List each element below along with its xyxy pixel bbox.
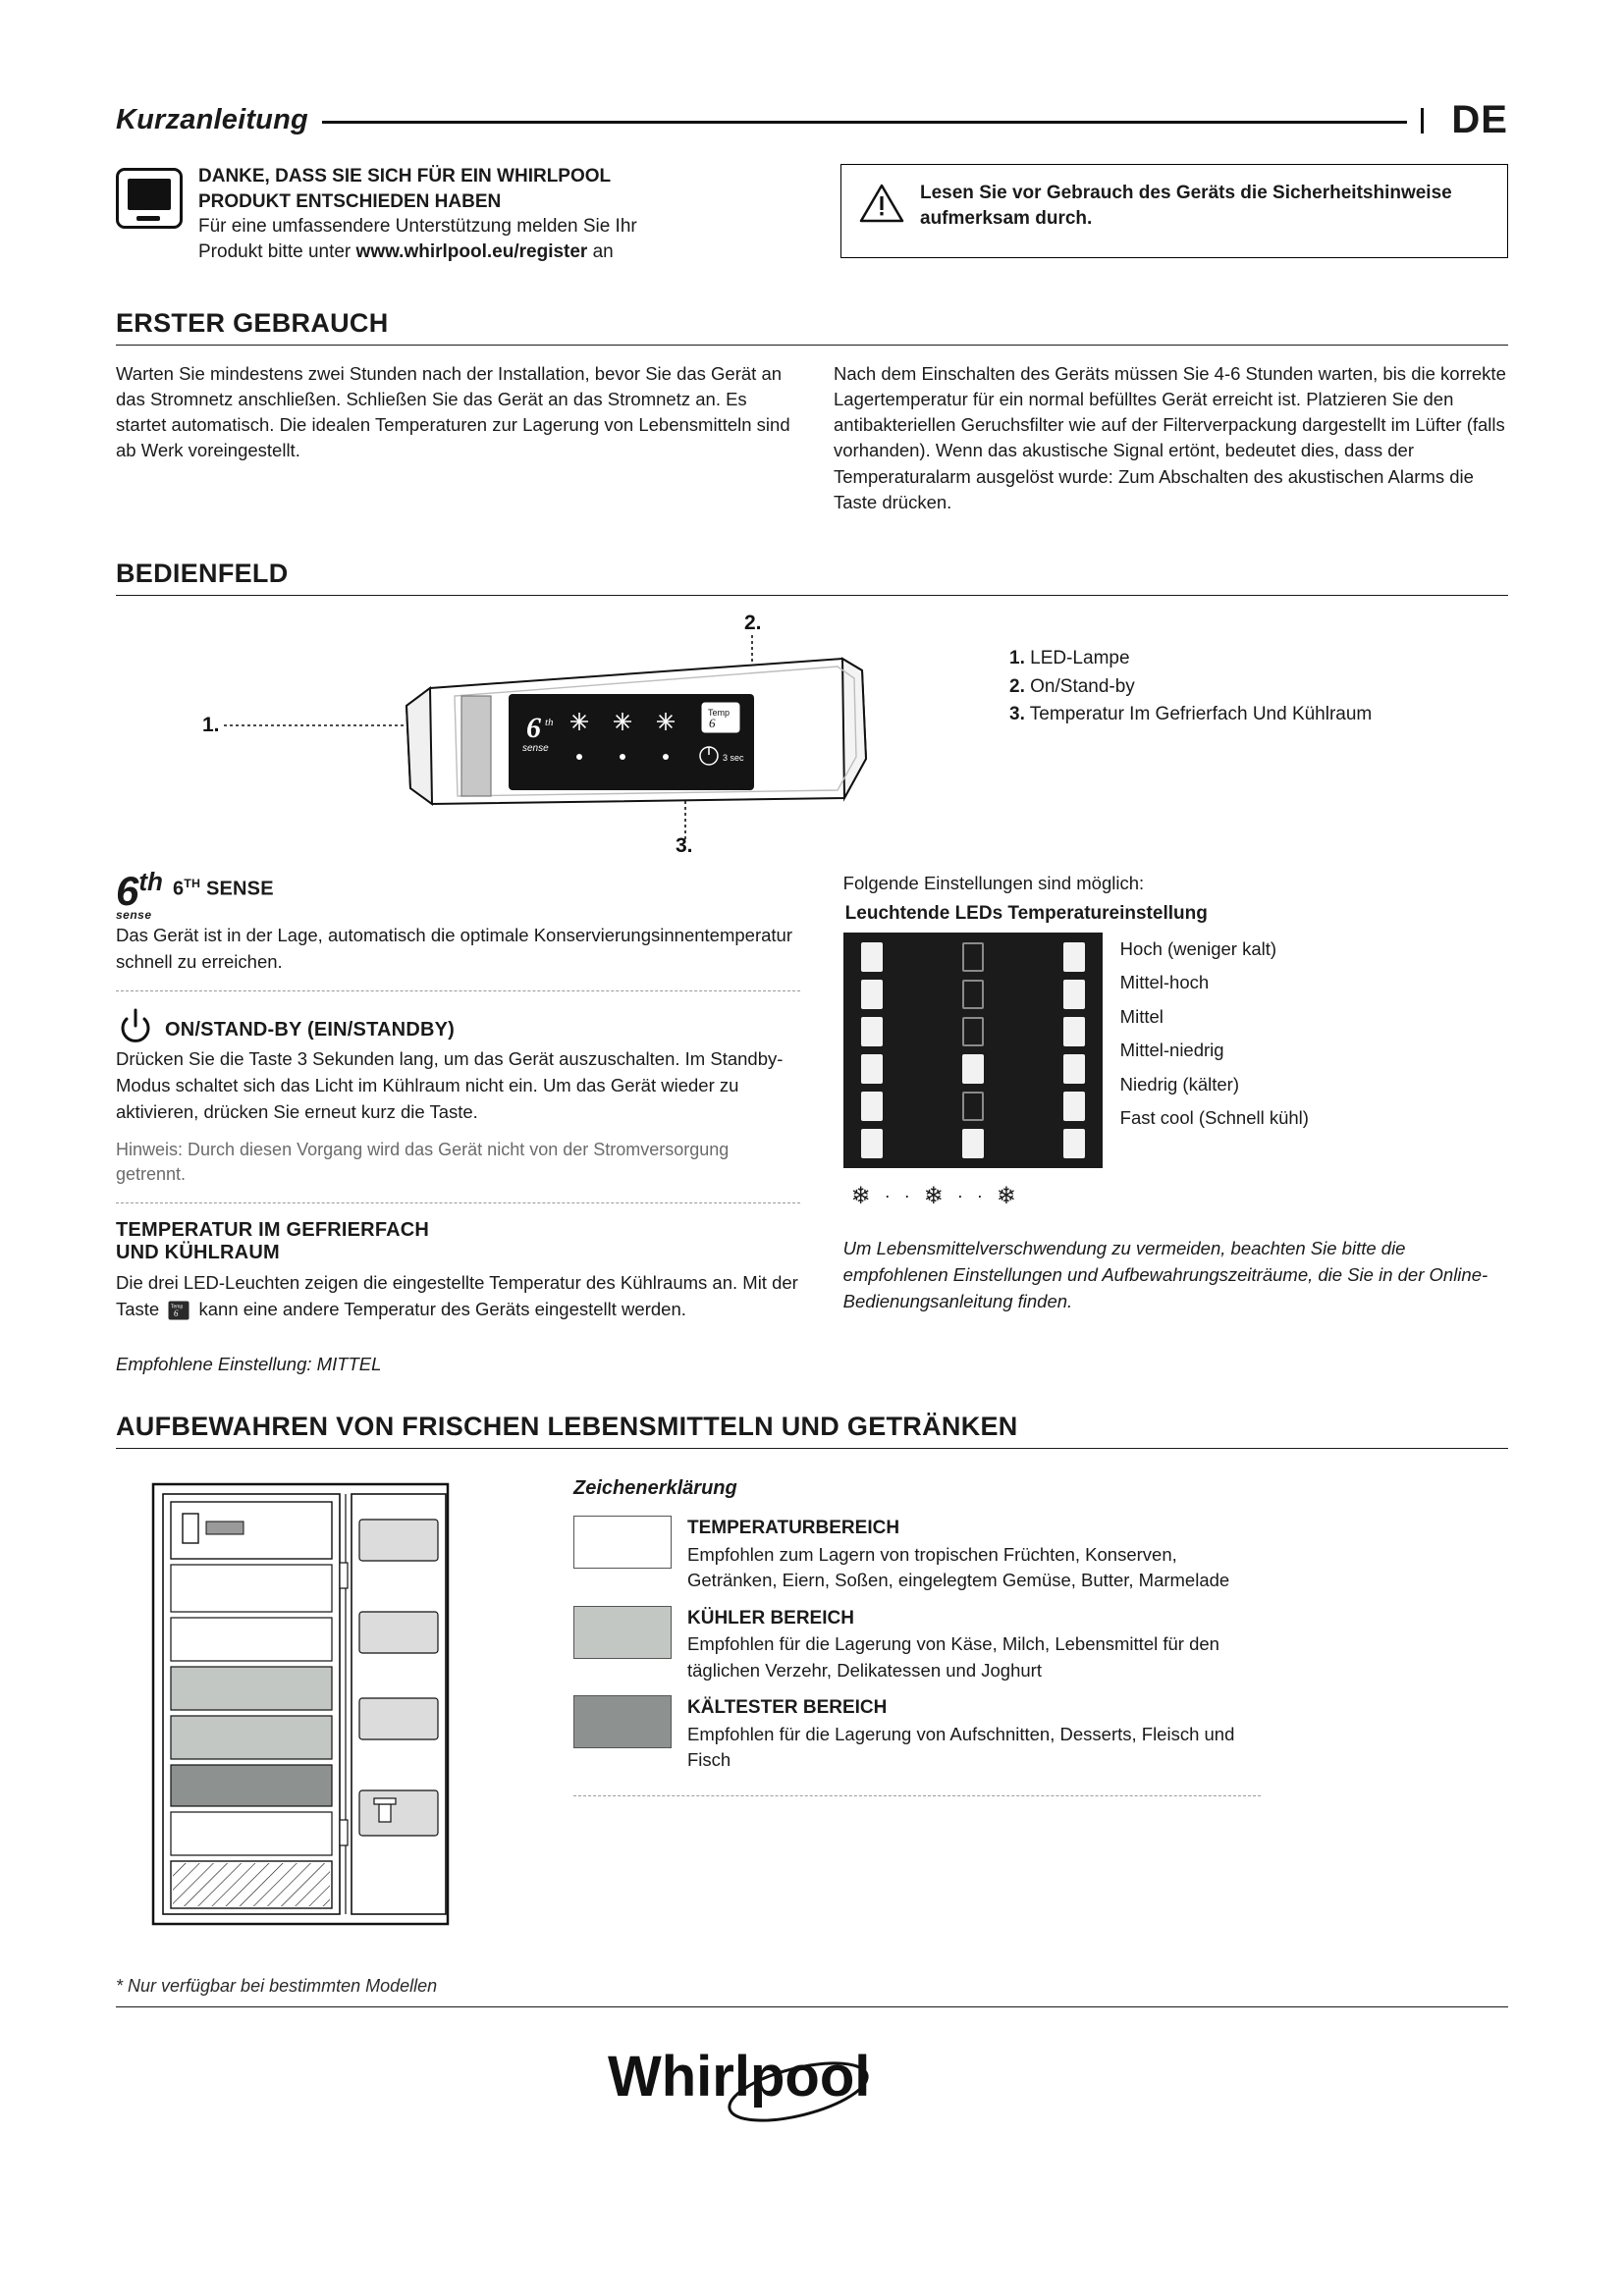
storage-legend xyxy=(573,1474,1261,1950)
sixth-sense-body: Das Gerät ist in der Lage, automatisch die optimale Konservierungsinnentemperatur schnell zu erreichen. xyxy=(116,924,792,972)
storage-legend-title: Zeichenerklärung xyxy=(573,1476,737,1499)
zone-text: Empfohlen für die Lagerung von Aufschnitten, Desserts, Fleisch und Fisch xyxy=(687,1723,1235,1771)
sixth-sense-logo-word: sense xyxy=(116,907,152,922)
power-icon xyxy=(116,1007,155,1046)
led-cell xyxy=(962,980,984,1009)
fridge-diagram xyxy=(116,1474,538,1950)
legend-item-1 xyxy=(1009,645,1372,673)
register-url[interactable]: www.whirlpool.eu/register xyxy=(355,240,588,262)
legend-2-text: On/Stand-by xyxy=(1030,675,1135,697)
warning-line1: Lesen Sie vor Gebrauch des Geräts die Sicherheitshinweise xyxy=(920,183,1452,203)
section-rule-3 xyxy=(116,1448,1508,1449)
safety-warning-text xyxy=(920,181,1452,231)
zone-text: Empfohlen für die Lagerung von Käse, Milch, Lebensmittel für den täglichen Verzehr, Delikatessen und Joghurt xyxy=(687,1633,1219,1681)
settings-right xyxy=(843,871,1508,1377)
legend-3-num: 3. xyxy=(1009,704,1025,725)
legend-divider xyxy=(573,1795,1261,1796)
led-label: Mittel xyxy=(1119,1005,1164,1027)
monitor-icon xyxy=(116,168,183,229)
zone-title: KÜHLER BEREICH xyxy=(687,1607,854,1629)
footnote: * Nur verfügbar bei bestimmten Modellen xyxy=(116,1975,438,1996)
led-cell xyxy=(861,1129,883,1158)
led-cell xyxy=(1063,1017,1085,1046)
section-rule xyxy=(116,345,1508,346)
svg-text:3.: 3. xyxy=(676,834,693,858)
legend-item-3 xyxy=(1009,701,1372,729)
top-info-row xyxy=(116,164,1508,265)
safety-warning-box xyxy=(840,164,1508,258)
led-row xyxy=(851,1013,1095,1050)
standby-note: Hinweis: Durch diesen Vorgang wird das Gerät nicht von der Stromversorgung getrennt. xyxy=(116,1139,730,1184)
control-panel-legend xyxy=(1009,612,1372,847)
storage-row xyxy=(116,1474,1508,1950)
thanks-line1: DANKE, DASS SIE SICH FÜR EIN WHIRLPOOL xyxy=(198,166,612,187)
led-cell xyxy=(861,1054,883,1084)
thanks-line2: PRODUKT ENTSCHIEDEN HABEN xyxy=(198,190,502,212)
led-row xyxy=(851,1088,1095,1125)
led-cell xyxy=(962,1054,984,1084)
led-panel xyxy=(843,933,1103,1168)
led-cell xyxy=(962,1017,984,1046)
standby-block xyxy=(116,1007,800,1046)
svg-text:2.: 2. xyxy=(744,612,762,635)
led-cell xyxy=(1063,1129,1085,1158)
zone-swatch-kuehler-bereich xyxy=(573,1606,672,1659)
svg-text:Whirlpool: Whirlpool xyxy=(608,2044,871,2109)
brand-logo xyxy=(116,2041,1508,2131)
sixth-sense-title-rest: SENSE xyxy=(200,878,274,900)
led-cell xyxy=(1063,980,1085,1009)
led-label: Mittel-niedrig xyxy=(1119,1040,1224,1061)
temperature-body-post: kann eine andere Temperatur des Geräts eingestellt werden. xyxy=(198,1299,686,1319)
led-cell xyxy=(861,1092,883,1121)
scale-dot: · xyxy=(976,1185,983,1205)
standby-body: Drücken Sie die Taste 3 Sekunden lang, um das Gerät auszuschalten. Im Standby-Modus schaltet sich das Licht im Kühlraum nicht ein. Um das Gerät wieder zu aktivieren, drücken Sie erneut kurz die Taste. xyxy=(116,1048,784,1122)
thanks-line4-post: an xyxy=(587,240,614,262)
zone-text: Empfohlen zum Lagern von tropischen Früchten, Konserven, Getränken, Eiern, Soßen, eingelegtem Gemüse, Butter, Marmelade xyxy=(687,1543,1230,1591)
warning-line2: aufmerksam durch. xyxy=(920,207,1093,229)
led-label: Mittel-hoch xyxy=(1119,972,1210,993)
first-use-columns xyxy=(116,361,1508,516)
svg-text:Temp: Temp xyxy=(171,1304,184,1310)
temperature-body xyxy=(116,1270,800,1328)
svg-text:1.: 1. xyxy=(202,714,220,737)
section-rule-2 xyxy=(116,595,1508,596)
led-cell xyxy=(861,980,883,1009)
snowflake-icon: ❄ xyxy=(996,1182,1016,1209)
thanks-line3: Für eine umfassendere Unterstützung melden Sie Ihr xyxy=(198,216,637,238)
sixth-sense-logo-icon xyxy=(116,867,163,922)
snowflake-icon: ❄ xyxy=(923,1182,944,1209)
settings-footer: Um Lebensmittelverschwendung zu vermeiden, beachten Sie bitte die empfohlenen Einstellungen und Aufbewahrungszeiträume, die Sie in der Online-Bedienungsanleitung finden. xyxy=(842,1237,1489,1311)
svg-text:Temp: Temp xyxy=(708,708,731,719)
temperature-title-l1: TEMPERATUR IM GEFRIERFACH xyxy=(116,1219,430,1242)
legend-2-num: 2. xyxy=(1009,675,1025,697)
svg-text:3 sec: 3 sec xyxy=(723,753,744,764)
led-cell xyxy=(1063,1092,1085,1121)
legend-1-num: 1. xyxy=(1009,648,1025,669)
scale-dot: · xyxy=(884,1185,891,1205)
header-tick xyxy=(1421,108,1424,133)
temperature-scale xyxy=(851,1182,1508,1210)
led-row xyxy=(851,938,1095,976)
led-label: Fast cool (Schnell kühl) xyxy=(1119,1107,1309,1129)
recommended-setting: Empfohlene Einstellung: MITTEL xyxy=(116,1353,382,1374)
control-panel-figure xyxy=(116,612,980,858)
led-row xyxy=(851,1050,1095,1088)
legend-zone-2 xyxy=(573,1606,1261,1684)
zone-title: KÄLTESTER BEREICH xyxy=(687,1697,888,1719)
temperature-title-l2: UND KÜHLRAUM xyxy=(116,1242,280,1264)
settings-table-header: Leuchtende LEDs Temperatureinstellung xyxy=(844,902,1208,924)
document-header xyxy=(116,98,1508,142)
svg-text:th: th xyxy=(545,717,554,729)
sixth-sense-title-sup: TH xyxy=(184,877,201,891)
led-cell xyxy=(1063,942,1085,972)
features-row xyxy=(116,867,1508,1377)
led-labels xyxy=(1120,933,1309,1136)
led-cell xyxy=(962,942,984,972)
legend-1-text: LED-Lampe xyxy=(1030,648,1130,669)
divider-1 xyxy=(116,990,800,991)
control-panel-row xyxy=(116,612,1508,858)
led-cell xyxy=(962,1092,984,1121)
scale-dot: · xyxy=(903,1185,910,1205)
standby-title: ON/STAND-BY (EIN/STANDBY) xyxy=(165,1019,455,1041)
page-title: Kurzanleitung xyxy=(116,104,308,135)
legend-item-2 xyxy=(1009,673,1372,702)
legend-zone-1 xyxy=(573,1516,1261,1594)
led-label: Hoch (weniger kalt) xyxy=(1119,937,1277,959)
sixth-sense-block xyxy=(116,867,800,922)
zone-swatch-kaeltester-bereich xyxy=(573,1695,672,1748)
sixth-sense-logo-sup: th xyxy=(138,867,163,897)
led-cell xyxy=(1063,1054,1085,1084)
thanks-block xyxy=(116,164,803,265)
settings-intro: Folgende Einstellungen sind möglich: xyxy=(842,873,1145,894)
svg-text:6: 6 xyxy=(174,1308,179,1318)
warning-triangle-icon xyxy=(859,183,904,224)
snowflake-icon: ❄ xyxy=(850,1182,871,1209)
svg-text:6: 6 xyxy=(709,716,716,731)
first-use-right: Nach dem Einschalten des Geräts müssen Sie 4-6 Stunden warten, bis die korrekte Lagertemperatur für ein normal befülltes Gerät erreicht ist. Platzieren Sie den antibakteriellen Geruchsfilter wie auf der Filterverpackung dargestellt im Lüfter (falls vorhanden). Wenn das akustische Signal ertönt, bedeutet dies, dass der Temperaturalarm ausgelöst wurde: Zum Abschalten des akustischen Alarms die Taste drücken. xyxy=(834,362,1506,512)
led-row xyxy=(851,1125,1095,1162)
footer-rule xyxy=(116,2006,1508,2007)
led-row xyxy=(851,976,1095,1013)
led-settings-table xyxy=(843,933,1508,1168)
temp-button-icon xyxy=(168,1301,189,1328)
control-panel-heading: BEDIENFELD xyxy=(116,559,289,589)
features-left xyxy=(116,867,800,1377)
legend-zone-3 xyxy=(573,1695,1261,1774)
led-label: Niedrig (kälter) xyxy=(1119,1073,1239,1095)
header-rule xyxy=(322,121,1407,124)
zone-swatch-temperaturbereich xyxy=(573,1516,672,1569)
divider-2 xyxy=(116,1202,800,1203)
svg-text:6: 6 xyxy=(526,712,541,745)
scale-dot: · xyxy=(956,1185,963,1205)
led-cell xyxy=(861,1017,883,1046)
led-cell xyxy=(962,1129,984,1158)
sixth-sense-title xyxy=(173,877,274,901)
legend-3-text: Temperatur Im Gefrierfach Und Kühlraum xyxy=(1029,704,1373,725)
svg-text:sense: sense xyxy=(522,743,549,755)
thanks-text xyxy=(198,164,637,265)
temperature-body-pre: Die drei LED-Leuchten zeigen die eingestellte Temperatur des Kühlraums an. Mit der Taste xyxy=(116,1272,798,1319)
sixth-sense-logo-number: 6 xyxy=(116,868,139,915)
storage-heading: AUFBEWAHREN VON FRISCHEN LEBENSMITTELN UND GETRÄNKEN xyxy=(116,1411,1018,1441)
sixth-sense-title-num: 6 xyxy=(172,878,185,900)
language-code: DE xyxy=(1451,98,1508,141)
first-use-left: Warten Sie mindestens zwei Stunden nach der Installation, bevor Sie das Gerät an das Stromnetz anschließen. Schließen Sie das Gerät an das Stromnetz an. Es startet automatisch. Die idealen Temperaturen zur Lagerung von Lebensmitteln sind ab Werk voreingestellt. xyxy=(116,362,790,461)
led-cell xyxy=(861,942,883,972)
thanks-line4-pre: Produkt bitte unter xyxy=(198,240,356,262)
first-use-heading: ERSTER GEBRAUCH xyxy=(116,307,389,338)
zone-title: TEMPERATURBEREICH xyxy=(687,1518,900,1539)
